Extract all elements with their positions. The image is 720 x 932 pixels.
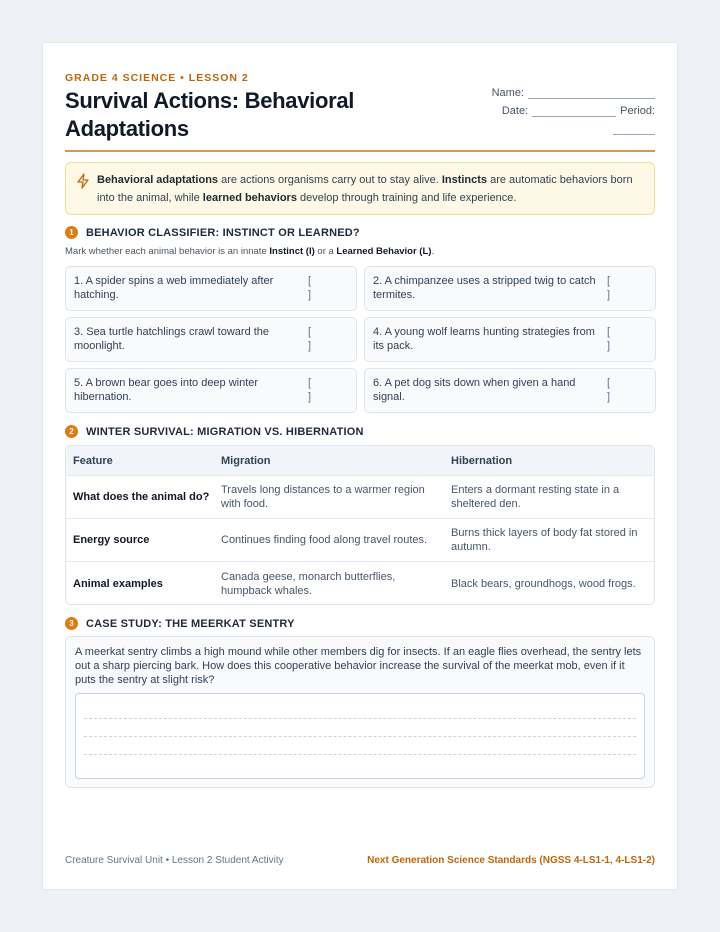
- column-header: Hibernation: [451, 454, 513, 467]
- case-study-box: [65, 636, 655, 788]
- student-info: [492, 81, 655, 135]
- footer-unit: Creature Survival Unit • Lesson 2 Student Activity: [65, 855, 284, 866]
- lesson-eyebrow: GRADE 4 SCIENCE • LESSON 2: [65, 72, 249, 84]
- section-number: 1: [65, 226, 78, 239]
- answer-line: [84, 754, 636, 755]
- period-field[interactable]: [613, 125, 655, 135]
- row-label: What does the animal do?: [73, 491, 210, 503]
- behavior-text: 6. A pet dog sits down when given a hand signal.: [373, 377, 576, 403]
- table-row: [66, 475, 654, 518]
- section-title: CASE STUDY: THE MEERKAT SENTRY: [86, 617, 295, 630]
- footer-standards: Next Generation Science Standards (NGSS 4-LS1-1, 4-LS1-2): [367, 855, 655, 866]
- section-title: BEHAVIOR CLASSIFIER: INSTINCT OR LEARNED?: [86, 226, 360, 239]
- section-1-instructions: Mark whether each animal behavior is an innate Instinct (I) or a Learned Behavior (L).: [65, 246, 435, 257]
- row-label: Animal examples: [73, 577, 163, 590]
- comparison-table: [65, 445, 655, 605]
- table-cell: Canada geese, monarch butterflies, humpback whales.: [221, 570, 396, 597]
- definition-callout: [65, 162, 655, 215]
- table-cell: Black bears, groundhogs, wood frogs.: [451, 577, 636, 590]
- page-title: Survival Actions: Behavioral Adaptations: [65, 88, 355, 141]
- date-field[interactable]: [532, 107, 616, 117]
- behavior-card: [364, 266, 656, 311]
- row-label: Energy source: [73, 534, 150, 546]
- section-3-heading: [65, 617, 295, 630]
- table-cell: Burns thick layers of body fat stored in autumn.: [451, 527, 638, 553]
- lightning-icon: [76, 173, 90, 189]
- section-title: WINTER SURVIVAL: MIGRATION VS. HIBERNATION: [86, 425, 364, 438]
- callout-text: Behavioral adaptations are actions organisms carry out to stay alive. Instincts are automatic behaviors born into the animal, while learned behaviors develop through training and life experience.: [97, 174, 633, 204]
- table-cell: Travels long distances to a warmer region with food.: [221, 484, 425, 510]
- table-cell: Continues finding food along travel routes.: [221, 534, 428, 546]
- answer-box[interactable]: [75, 693, 645, 779]
- name-field[interactable]: [528, 89, 655, 99]
- period-label: Period:: [620, 105, 655, 117]
- worksheet-page: [42, 42, 678, 890]
- column-header: Feature: [73, 454, 113, 467]
- behavior-text: 5. A brown bear goes into deep winter hibernation.: [74, 377, 259, 403]
- behavior-card: [364, 317, 656, 362]
- answer-bracket[interactable]: [ ]: [607, 326, 611, 352]
- answer-bracket[interactable]: [ ]: [308, 377, 312, 403]
- section-number: 2: [65, 425, 78, 438]
- answer-bracket[interactable]: [ ]: [308, 275, 312, 301]
- behavior-text: 1. A spider spins a web immediately after hatching.: [74, 275, 274, 301]
- table-cell: Enters a dormant resting state in a sheltered den.: [451, 484, 620, 510]
- answer-bracket[interactable]: [ ]: [607, 377, 611, 403]
- name-label: Name:: [491, 87, 524, 99]
- behavior-card: [65, 317, 357, 362]
- behavior-card: [65, 266, 357, 311]
- header-divider: [65, 150, 655, 152]
- answer-bracket[interactable]: [ ]: [607, 275, 611, 301]
- section-1-heading: [65, 226, 360, 239]
- section-2-heading: [65, 425, 364, 438]
- behavior-text: 3. Sea turtle hatchlings crawl toward the moonlight.: [74, 326, 270, 352]
- section-number: 3: [65, 617, 78, 630]
- behavior-text: 2. A chimpanzee uses a stripped twig to catch termites.: [373, 275, 596, 301]
- table-row: [66, 518, 654, 561]
- case-study-prompt: A meerkat sentry climbs a high mound while other members dig for insects. If an eagle flies overhead, the sentry lets out a sharp piercing bark. How does this cooperative behavior increase the survival of the meerkat mob, even if it puts the sentry at slight risk?: [75, 646, 642, 686]
- answer-bracket[interactable]: [ ]: [308, 326, 312, 352]
- behavior-card: [65, 368, 357, 413]
- table-row: [66, 561, 654, 605]
- column-header: Migration: [221, 454, 271, 467]
- table-header-row: [66, 446, 654, 475]
- behavior-card: [364, 368, 656, 413]
- answer-line: [84, 718, 636, 719]
- answer-line: [84, 736, 636, 737]
- date-label: Date:: [501, 105, 529, 117]
- page-footer: [65, 855, 655, 866]
- behavior-text: 4. A young wolf learns hunting strategies from its pack.: [373, 326, 595, 352]
